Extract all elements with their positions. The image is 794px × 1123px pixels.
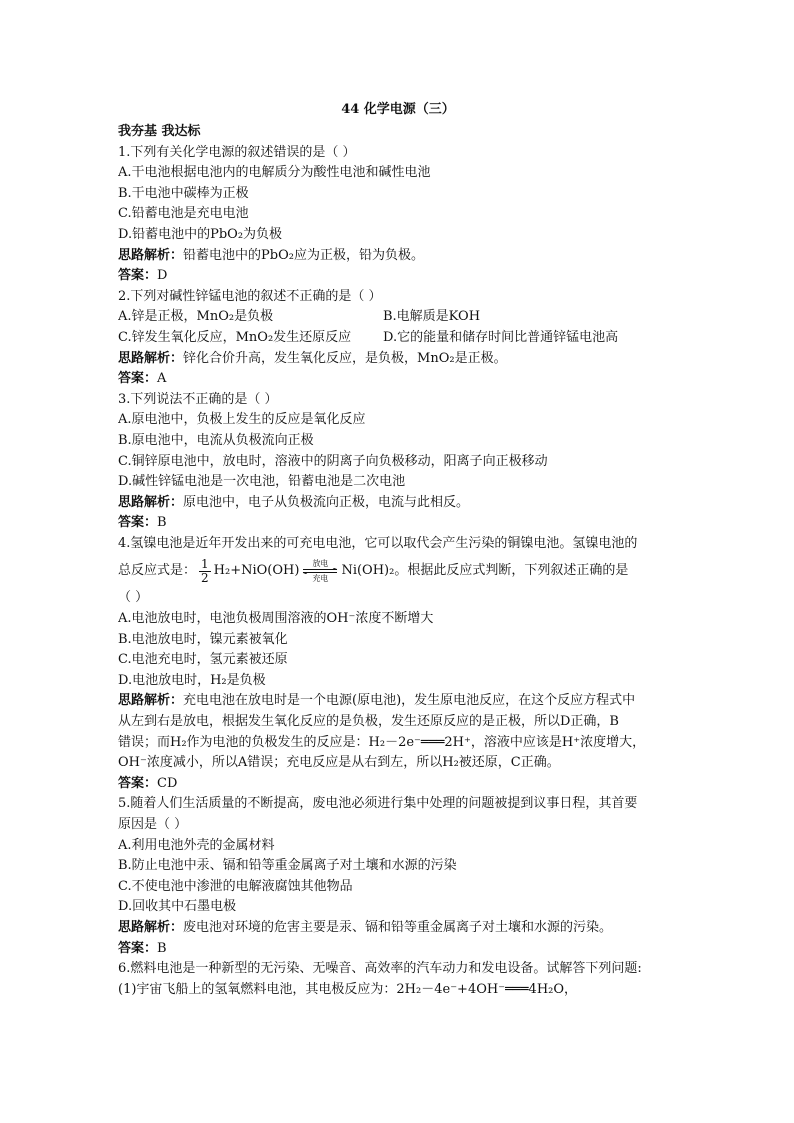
q3-option-c: C.铜锌原电池中，放电时，溶液中的阴离子向负极移动，阳离子向正极移动 — [118, 453, 548, 469]
q2-option-d: D.它的能量和储存时间比普通锌锰电池高 — [383, 329, 619, 345]
q6-stem-line1: 6.燃料电池是一种新型的无污染、无噪音、高效率的汽车动力和发电设备。试解答下列问题: — [118, 961, 642, 977]
q1-stem: 1.下列有关化学电源的叙述错误的是（ ） — [118, 144, 356, 160]
section-heading: 我夯基 我达标 — [118, 124, 201, 139]
q4-answer: 答案：CD — [118, 775, 178, 791]
q3-answer: 答案：B — [118, 515, 167, 531]
q1-analysis: 思路解析：铅蓄电池中的PbO₂应为正极，铅为负极。 — [118, 247, 424, 263]
q4-analysis-line1: 思路解析：充电电池在放电时是一个电源(原电池)，发生原电池反应，在这个反应方程式中 — [118, 693, 636, 709]
q2-option-c: C.锌发生氧化反应，MnO₂发生还原反应 — [118, 329, 352, 345]
q3-option-b: B.原电池中，电流从负极流向正极 — [118, 432, 314, 448]
q3-option-d: D.碱性锌锰电池是一次电池，铅蓄电池是二次电池 — [118, 474, 406, 490]
q2-options-cd — [118, 328, 678, 349]
q5-stem-line1: 5.随着人们生活质量的不断提高，废电池必须进行集中处理的问题被提到议事日程，其首要 — [118, 796, 638, 812]
q6-stem-line2: (1)宇宙飞船上的氢氧燃料电池，其电极反应为：2H₂－4e⁻+4OH⁻═══4H₂O， — [118, 981, 578, 997]
q4-stem-line1: 4.氢镍电池是近年开发出来的可充电电池，它可以取代会产生污染的铜镍电池。氢镍电池的 — [118, 535, 638, 551]
q4-option-c: C.电池充电时，氢元素被还原 — [118, 652, 288, 668]
q5-answer: 答案：B — [118, 940, 167, 956]
q2-option-b: B.电解质是KOH — [383, 309, 481, 325]
q2-stem: 2.下列对碱性锌锰电池的叙述不正确的是（ ） — [118, 288, 382, 304]
document-page — [118, 100, 678, 1000]
reversible-arrow-icon: 放电 充电 — [302, 559, 338, 583]
q4-option-d: D.电池放电时，H₂是负极 — [118, 672, 266, 688]
q4-analysis-line3: 错误；而H₂作为电池的负极发生的反应是：H₂－2e⁻═══2H⁺，溶液中应该是H⁺浓度增大， — [118, 734, 646, 750]
q5-analysis: 思路解析：废电池对环境的危害主要是汞、镉和铅等重金属离子对土壤和水源的污染。 — [118, 919, 613, 935]
q2-options-ab — [118, 307, 678, 328]
q4-analysis-line2: 从左到右是放电，根据发生氧化反应的是负极，发生还原反应的是正极，所以D正确，B — [118, 714, 619, 730]
q1-option-d: D.铅蓄电池中的PbO₂为负极 — [118, 226, 283, 242]
fraction-one-half: $\frac{1}{2}$ — [201, 556, 209, 585]
q2-analysis: 思路解析：锌化合价升高，发生氧化反应，是负极，MnO₂是正极。 — [118, 350, 507, 366]
q3-stem: 3.下列说法不正确的是（ ） — [118, 391, 278, 407]
q4-reaction-equation: 总反应式是： $\frac{1}{2}$ H₂+NiO(OH) 放电 充电 Ni(OH)₂。根据此反应式判断，下列叙述正确的是 — [118, 556, 629, 585]
q5-option-d: D.回收其中石墨电极 — [118, 899, 237, 915]
q1-option-a: A.干电池根据电池内的电解质分为酸性电池和碱性电池 — [118, 165, 431, 181]
q2-answer: 答案：A — [118, 371, 167, 387]
q4-option-a: A.电池放电时，电池负极周围溶液的OH⁻浓度不断增大 — [118, 611, 434, 627]
q5-option-a: A.利用电池外壳的金属材料 — [118, 837, 275, 853]
q4-stem-line3: （ ） — [118, 590, 149, 606]
analysis-label: 思路解析： — [118, 247, 184, 263]
q3-option-a: A.原电池中，负极上发生的反应是氧化反应 — [118, 412, 366, 428]
q2-option-a: A.锌是正极，MnO₂是负极 — [118, 309, 274, 325]
q1-answer: 答案：D — [118, 268, 168, 284]
q4-option-b: B.电池放电时，镍元素被氧化 — [118, 631, 288, 647]
q5-option-c: C.不使电池中渗泄的电解液腐蚀其他物品 — [118, 878, 353, 894]
document-title: 44 化学电源（三） — [341, 102, 455, 117]
answer-label: 答案： — [118, 268, 158, 284]
q4-analysis-line4: OH⁻浓度减小，所以A错误；充电反应是从右到左，所以H₂被还原，C正确。 — [118, 755, 560, 771]
q1-option-b: B.干电池中碳棒为正极 — [118, 185, 249, 201]
q1-option-c: C.铅蓄电池是充电电池 — [118, 206, 249, 222]
q5-stem-line2: 原因是（ ） — [118, 817, 188, 832]
q3-analysis: 思路解析：原电池中，电子从负极流向正极，电流与此相反。 — [118, 494, 470, 510]
q5-option-b: B.防止电池中汞、镉和铅等重金属离子对土壤和水源的污染 — [118, 858, 457, 874]
